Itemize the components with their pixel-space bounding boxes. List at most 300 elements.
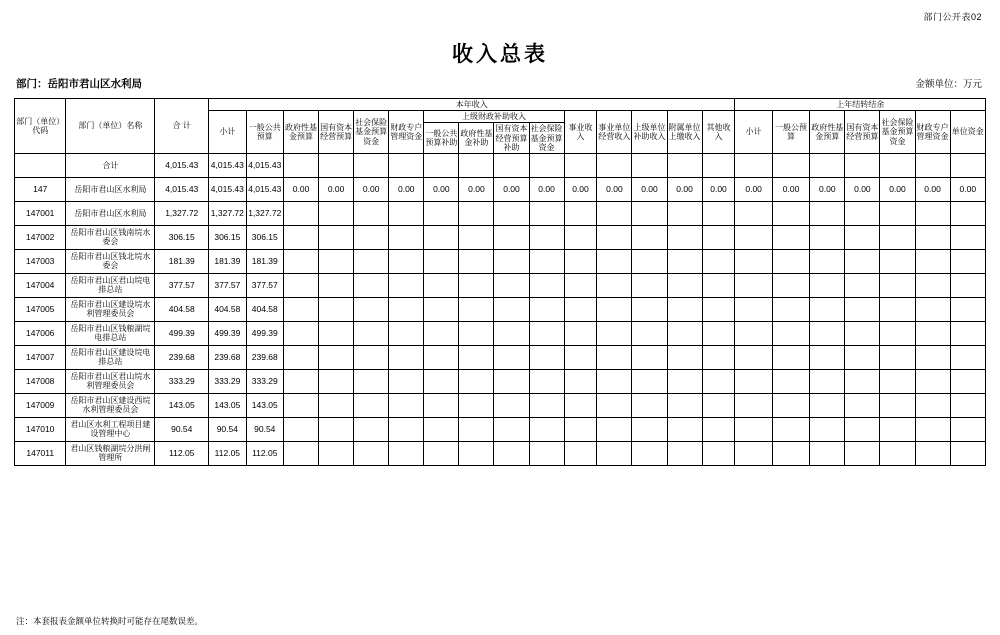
cell-cy-fiscal-special [389,225,424,249]
cell-cy-subsidy-gpb [424,249,459,273]
cell-cy-state-capital [319,249,354,273]
cell-ly-unit-capital [950,369,985,393]
cell-cy-gov-fund [283,369,318,393]
cell-cy-gov-fund [283,273,318,297]
cell-cy-business-income [564,153,597,177]
table-body [15,153,986,465]
cell-cy-subtotal: 239.68 [209,345,246,369]
cell-cy-social-insurance [354,369,389,393]
cell-cy-social-insurance [354,393,389,417]
cell-ly-fiscal-special [915,417,950,441]
cell-ly-state-capital [845,297,880,321]
cell-ly-subtotal [735,201,772,225]
cell-cy-subtotal: 377.57 [209,273,246,297]
cell-cy-subsidy-gpb [424,321,459,345]
cell-cy-subsidy-social-insurance [529,369,564,393]
cell-cy-subsidy-social-insurance [529,345,564,369]
cell-ly-gov-fund [810,273,845,297]
cell-cy-subtotal: 306.15 [209,225,246,249]
cell-cy-subsidy-gov-fund [459,393,494,417]
cell-total: 404.58 [155,297,209,321]
cell-dept-name: 岳阳市君山区钱南垸水委会 [66,225,155,249]
cell-dept-name: 岳阳市君山区君山垸水利管理委员会 [66,369,155,393]
cell-cy-gpb: 404.58 [246,297,283,321]
cell-ly-state-capital [845,273,880,297]
cell-cy-gov-fund [283,321,318,345]
cell-dept-name: 岳阳市君山区建设垸水利管理委员会 [66,297,155,321]
cell-cy-subsidy-social-insurance [529,201,564,225]
cell-cy-social-insurance: 0.00 [354,177,389,201]
cell-cy-state-capital [319,225,354,249]
cell-cy-business-income [564,417,597,441]
cell-cy-subsidy-gov-fund [459,273,494,297]
cell-ly-subtotal [735,441,772,465]
table-row [15,177,986,201]
cell-ly-gov-fund: 0.00 [810,177,845,201]
cell-cy-state-capital [319,441,354,465]
cell-ly-fiscal-special [915,201,950,225]
cell-cy-operating-income [597,369,632,393]
cell-cy-other-income [702,441,735,465]
cell-ly-gov-fund [810,369,845,393]
cell-ly-gov-fund [810,225,845,249]
cell-cy-subsidy-state-capital [494,417,529,441]
cell-ly-gov-fund [810,321,845,345]
cell-ly-fiscal-special: 0.00 [915,177,950,201]
cell-cy-affiliated-payment [667,153,702,177]
cell-ly-social-insurance [880,417,915,441]
cell-cy-subsidy-social-insurance [529,441,564,465]
cell-ly-subtotal [735,345,772,369]
cell-cy-subsidy-gpb [424,297,459,321]
header-cy-subsidy-social-insurance: 社会保险基金预算资金 [530,124,563,152]
cell-dept-code: 147001 [15,201,66,225]
cell-cy-subsidy-gov-fund [459,249,494,273]
cell-cy-subsidy-state-capital [494,225,529,249]
table-row [15,393,986,417]
cell-cy-business-income [564,345,597,369]
cell-dept-code: 147005 [15,297,66,321]
cell-ly-social-insurance: 0.00 [880,177,915,201]
table-row [15,345,986,369]
cell-cy-affiliated-payment [667,297,702,321]
cell-cy-social-insurance [354,249,389,273]
cell-cy-subtotal: 90.54 [209,417,246,441]
cell-cy-operating-income: 0.00 [597,177,632,201]
header-cy-affiliated-unit-payment-income: 附属单位上缴收入 [667,111,702,154]
cell-cy-subsidy-state-capital [494,393,529,417]
cell-total: 306.15 [155,225,209,249]
cell-cy-subsidy-gpb [424,273,459,297]
cell-cy-gov-fund [283,393,318,417]
cell-cy-subsidy-gov-fund [459,321,494,345]
cell-cy-superior-subsidy [632,321,667,345]
meta-row [16,76,982,90]
cell-dept-code: 147010 [15,417,66,441]
cell-ly-gpb [772,225,809,249]
cell-ly-unit-capital [950,153,985,177]
cell-cy-subtotal: 499.39 [209,321,246,345]
cell-cy-affiliated-payment [667,417,702,441]
cell-ly-social-insurance [880,393,915,417]
cell-ly-social-insurance [880,225,915,249]
header-cy-state-capital-budget: 国有资本经营预算 [319,111,354,154]
cell-cy-gpb: 112.05 [246,441,283,465]
cell-ly-gov-fund [810,153,845,177]
cell-ly-unit-capital: 0.00 [950,177,985,201]
cell-ly-unit-capital [950,393,985,417]
table-row [15,201,986,225]
cell-ly-gov-fund [810,297,845,321]
cell-cy-gpb: 377.57 [246,273,283,297]
cell-cy-affiliated-payment [667,369,702,393]
cell-ly-gpb [772,369,809,393]
cell-cy-state-capital [319,321,354,345]
cell-ly-social-insurance [880,297,915,321]
cell-cy-state-capital [319,153,354,177]
cell-ly-gpb [772,273,809,297]
form-code: 部门公开表02 [923,12,982,22]
cell-ly-social-insurance [880,441,915,465]
cell-ly-state-capital [845,345,880,369]
table-row [15,321,986,345]
cell-ly-subtotal [735,393,772,417]
cell-cy-gpb: 239.68 [246,345,283,369]
cell-cy-subtotal: 404.58 [209,297,246,321]
cell-cy-other-income [702,345,735,369]
cell-cy-social-insurance [354,345,389,369]
cell-cy-operating-income [597,393,632,417]
cell-cy-business-income [564,321,597,345]
header-cy-subsidy-state-capital: 国有资本经营预算补助 [495,124,528,152]
cell-ly-state-capital [845,417,880,441]
cell-cy-subsidy-gov-fund [459,153,494,177]
cell-ly-fiscal-special [915,369,950,393]
cell-cy-superior-subsidy: 0.00 [632,177,667,201]
cell-cy-superior-subsidy [632,393,667,417]
cell-cy-subsidy-social-insurance [529,153,564,177]
cell-ly-gpb [772,393,809,417]
cell-cy-state-capital [319,273,354,297]
cell-cy-state-capital [319,369,354,393]
cell-cy-other-income [702,393,735,417]
cell-cy-operating-income [597,273,632,297]
cell-cy-gpb: 143.05 [246,393,283,417]
header-dept-code: 部门（单位）代码 [15,99,66,154]
cell-cy-affiliated-payment [667,321,702,345]
cell-cy-gpb: 181.39 [246,249,283,273]
cell-cy-operating-income [597,441,632,465]
cell-ly-gov-fund [810,249,845,273]
cell-cy-business-income [564,369,597,393]
cell-ly-unit-capital [950,201,985,225]
cell-cy-operating-income [597,201,632,225]
cell-ly-gov-fund [810,201,845,225]
cell-cy-subsidy-state-capital [494,201,529,225]
cell-cy-subsidy-social-insurance [529,297,564,321]
cell-ly-fiscal-special [915,225,950,249]
cell-ly-social-insurance [880,369,915,393]
cell-cy-social-insurance [354,225,389,249]
cell-total: 499.39 [155,321,209,345]
cell-dept-code: 147008 [15,369,66,393]
cell-cy-gpb: 90.54 [246,417,283,441]
cell-total: 333.29 [155,369,209,393]
cell-cy-subsidy-gpb [424,345,459,369]
cell-cy-subsidy-social-insurance [529,417,564,441]
cell-ly-unit-capital [950,273,985,297]
header-ly-gov-fund-budget: 政府性基金预算 [810,111,845,154]
cell-cy-fiscal-special [389,441,424,465]
cell-cy-operating-income [597,297,632,321]
header-cy-social-insurance-fund: 社会保险基金预算资金 [354,111,389,154]
cell-dept-code: 147004 [15,273,66,297]
cell-dept-name: 岳阳市君山区建设西垸水利管理委员会 [66,393,155,417]
cell-dept-code: 147002 [15,225,66,249]
cell-cy-affiliated-payment [667,249,702,273]
cell-ly-subtotal [735,417,772,441]
cell-ly-unit-capital [950,417,985,441]
header-cy-gov-fund-budget: 政府性基金预算 [283,111,318,154]
cell-cy-state-capital: 0.00 [319,177,354,201]
cell-cy-superior-subsidy [632,225,667,249]
cell-cy-affiliated-payment [667,225,702,249]
table-row [15,153,986,177]
cell-ly-state-capital [845,321,880,345]
department-label: 部门：岳阳市君山区水利局 [16,78,142,90]
cell-cy-fiscal-special [389,249,424,273]
cell-cy-gov-fund [283,297,318,321]
cell-cy-operating-income [597,249,632,273]
cell-ly-social-insurance [880,273,915,297]
table-row [15,273,986,297]
cell-cy-business-income [564,225,597,249]
cell-ly-state-capital [845,153,880,177]
cell-cy-subtotal: 4,015.43 [209,177,246,201]
cell-cy-operating-income [597,417,632,441]
cell-cy-state-capital [319,297,354,321]
cell-cy-business-income [564,273,597,297]
cell-cy-superior-subsidy [632,369,667,393]
cell-cy-superior-subsidy [632,201,667,225]
cell-cy-other-income [702,297,735,321]
cell-ly-gpb [772,441,809,465]
cell-cy-subsidy-state-capital [494,297,529,321]
cell-cy-fiscal-special [389,297,424,321]
header-cy-business-unit-operating-income: 事业单位经营收入 [597,111,632,154]
cell-cy-superior-subsidy [632,441,667,465]
cell-cy-subsidy-gov-fund [459,417,494,441]
cell-cy-subsidy-state-capital [494,273,529,297]
header-dept-name: 部门（单位）名称 [66,99,155,154]
cell-dept-code: 147011 [15,441,66,465]
cell-cy-business-income: 0.00 [564,177,597,201]
cell-cy-gov-fund [283,201,318,225]
cell-cy-subsidy-social-insurance [529,393,564,417]
cell-dept-name: 岳阳市君山区钱北垸水委会 [66,249,155,273]
header-group-last-year: 上年结转结余 [735,99,986,111]
cell-ly-subtotal [735,225,772,249]
cell-ly-state-capital [845,441,880,465]
cell-ly-state-capital [845,393,880,417]
cell-cy-subsidy-social-insurance: 0.00 [529,177,564,201]
cell-cy-subsidy-state-capital [494,369,529,393]
cell-cy-state-capital [319,393,354,417]
cell-cy-other-income: 0.00 [702,177,735,201]
cell-cy-affiliated-payment [667,345,702,369]
cell-cy-operating-income [597,225,632,249]
cell-ly-social-insurance [880,249,915,273]
cell-ly-fiscal-special [915,273,950,297]
cell-ly-subtotal [735,153,772,177]
cell-cy-other-income [702,273,735,297]
table-row [15,225,986,249]
cell-ly-gov-fund [810,441,845,465]
cell-ly-state-capital [845,249,880,273]
cell-cy-superior-subsidy [632,153,667,177]
cell-cy-fiscal-special [389,201,424,225]
cell-ly-gpb [772,417,809,441]
cell-cy-gov-fund: 0.00 [283,177,318,201]
header-ly-state-capital-budget: 国有资本经营预算 [845,111,880,154]
table-row [15,249,986,273]
cell-ly-state-capital [845,369,880,393]
cell-ly-gpb [772,297,809,321]
header-cy-subtotal: 小计 [209,111,246,154]
header-cy-subsidy-general-public: 一般公共预算补助 [424,123,459,154]
header-group-current-year: 本年收入 [209,99,735,111]
cell-cy-other-income [702,201,735,225]
cell-dept-name: 岳阳市君山区建设垸电排总站 [66,345,155,369]
cell-ly-gpb [772,153,809,177]
cell-cy-other-income [702,153,735,177]
cell-ly-gov-fund [810,345,845,369]
cell-cy-superior-subsidy [632,417,667,441]
cell-total: 4,015.43 [155,177,209,201]
cell-cy-gov-fund [283,249,318,273]
cell-cy-social-insurance [354,297,389,321]
cell-cy-subsidy-state-capital [494,249,529,273]
header-ly-general-public-budget: 一般公预算 [772,111,809,154]
cell-cy-business-income [564,441,597,465]
cell-cy-gpb: 1,327.72 [246,201,283,225]
cell-ly-fiscal-special [915,297,950,321]
cell-cy-fiscal-special [389,153,424,177]
header-ly-fiscal-special-account: 财政专户管理资金 [915,111,950,154]
cell-cy-subsidy-gov-fund [459,225,494,249]
cell-ly-state-capital [845,225,880,249]
cell-cy-superior-subsidy [632,297,667,321]
cell-ly-unit-capital [950,249,985,273]
cell-cy-subsidy-gov-fund [459,297,494,321]
header-cy-other-income: 其他收入 [702,111,735,154]
cell-cy-social-insurance [354,417,389,441]
cell-cy-superior-subsidy [632,273,667,297]
header-total: 合 计 [155,99,209,154]
cell-cy-subsidy-state-capital [494,441,529,465]
cell-ly-subtotal [735,297,772,321]
cell-cy-subsidy-state-capital [494,153,529,177]
cell-ly-gpb: 0.00 [772,177,809,201]
cell-cy-other-income [702,321,735,345]
cell-cy-gov-fund [283,153,318,177]
cell-cy-subtotal: 112.05 [209,441,246,465]
cell-ly-social-insurance [880,201,915,225]
cell-cy-subsidy-social-insurance [529,225,564,249]
cell-cy-subtotal: 4,015.43 [209,153,246,177]
cell-cy-operating-income [597,345,632,369]
cell-cy-business-income [564,393,597,417]
footnote: 注：本套报表金额单位转换时可能存在尾数误差。 [16,616,204,626]
cell-dept-code: 147006 [15,321,66,345]
cell-ly-subtotal: 0.00 [735,177,772,201]
cell-ly-state-capital: 0.00 [845,177,880,201]
cell-cy-subsidy-gpb [424,417,459,441]
cell-ly-gpb [772,201,809,225]
cell-cy-subsidy-state-capital: 0.00 [494,177,529,201]
cell-dept-name: 岳阳市君山区君山垸电排总站 [66,273,155,297]
cell-cy-state-capital [319,345,354,369]
cell-cy-subtotal: 143.05 [209,393,246,417]
cell-cy-affiliated-payment: 0.00 [667,177,702,201]
cell-ly-unit-capital [950,297,985,321]
cell-cy-subsidy-gov-fund [459,369,494,393]
cell-cy-fiscal-special [389,345,424,369]
cell-cy-other-income [702,417,735,441]
cell-ly-unit-capital [950,321,985,345]
cell-cy-subsidy-gov-fund [459,441,494,465]
cell-ly-gov-fund [810,393,845,417]
currency-unit-label: 金额单位：万元 [915,79,982,90]
cell-cy-other-income [702,225,735,249]
cell-cy-affiliated-payment [667,273,702,297]
cell-cy-gpb: 333.29 [246,369,283,393]
cell-ly-social-insurance [880,345,915,369]
table-row [15,441,986,465]
cell-cy-gov-fund [283,417,318,441]
revenue-summary-table [14,98,986,466]
cell-cy-subtotal: 333.29 [209,369,246,393]
cell-cy-affiliated-payment [667,393,702,417]
cell-dept-name: 岳阳市君山区钱粮湖垸电排总站 [66,321,155,345]
header-cy-superior-unit-subsidy-income: 上级单位补助收入 [632,111,667,154]
cell-ly-gov-fund [810,417,845,441]
cell-cy-subsidy-gpb [424,153,459,177]
cell-total: 239.68 [155,345,209,369]
cell-cy-social-insurance [354,153,389,177]
cell-cy-social-insurance [354,321,389,345]
cell-cy-fiscal-special [389,321,424,345]
table-row [15,297,986,321]
cell-cy-superior-subsidy [632,345,667,369]
cell-cy-gpb: 4,015.43 [246,177,283,201]
cell-ly-social-insurance [880,321,915,345]
cell-dept-name: 岳阳市君山区水利局 [66,177,155,201]
cell-cy-gpb: 306.15 [246,225,283,249]
cell-cy-fiscal-special [389,369,424,393]
cell-total: 181.39 [155,249,209,273]
cell-ly-social-insurance [880,153,915,177]
cell-cy-subsidy-gpb [424,369,459,393]
cell-ly-subtotal [735,321,772,345]
cell-cy-subsidy-gov-fund [459,345,494,369]
cell-ly-gpb [772,249,809,273]
header-ly-social-insurance-fund: 社会保险基金预算资金 [880,111,915,154]
cell-cy-subsidy-social-insurance [529,249,564,273]
cell-cy-subsidy-social-insurance [529,321,564,345]
cell-cy-other-income [702,249,735,273]
cell-cy-subsidy-gov-fund [459,201,494,225]
